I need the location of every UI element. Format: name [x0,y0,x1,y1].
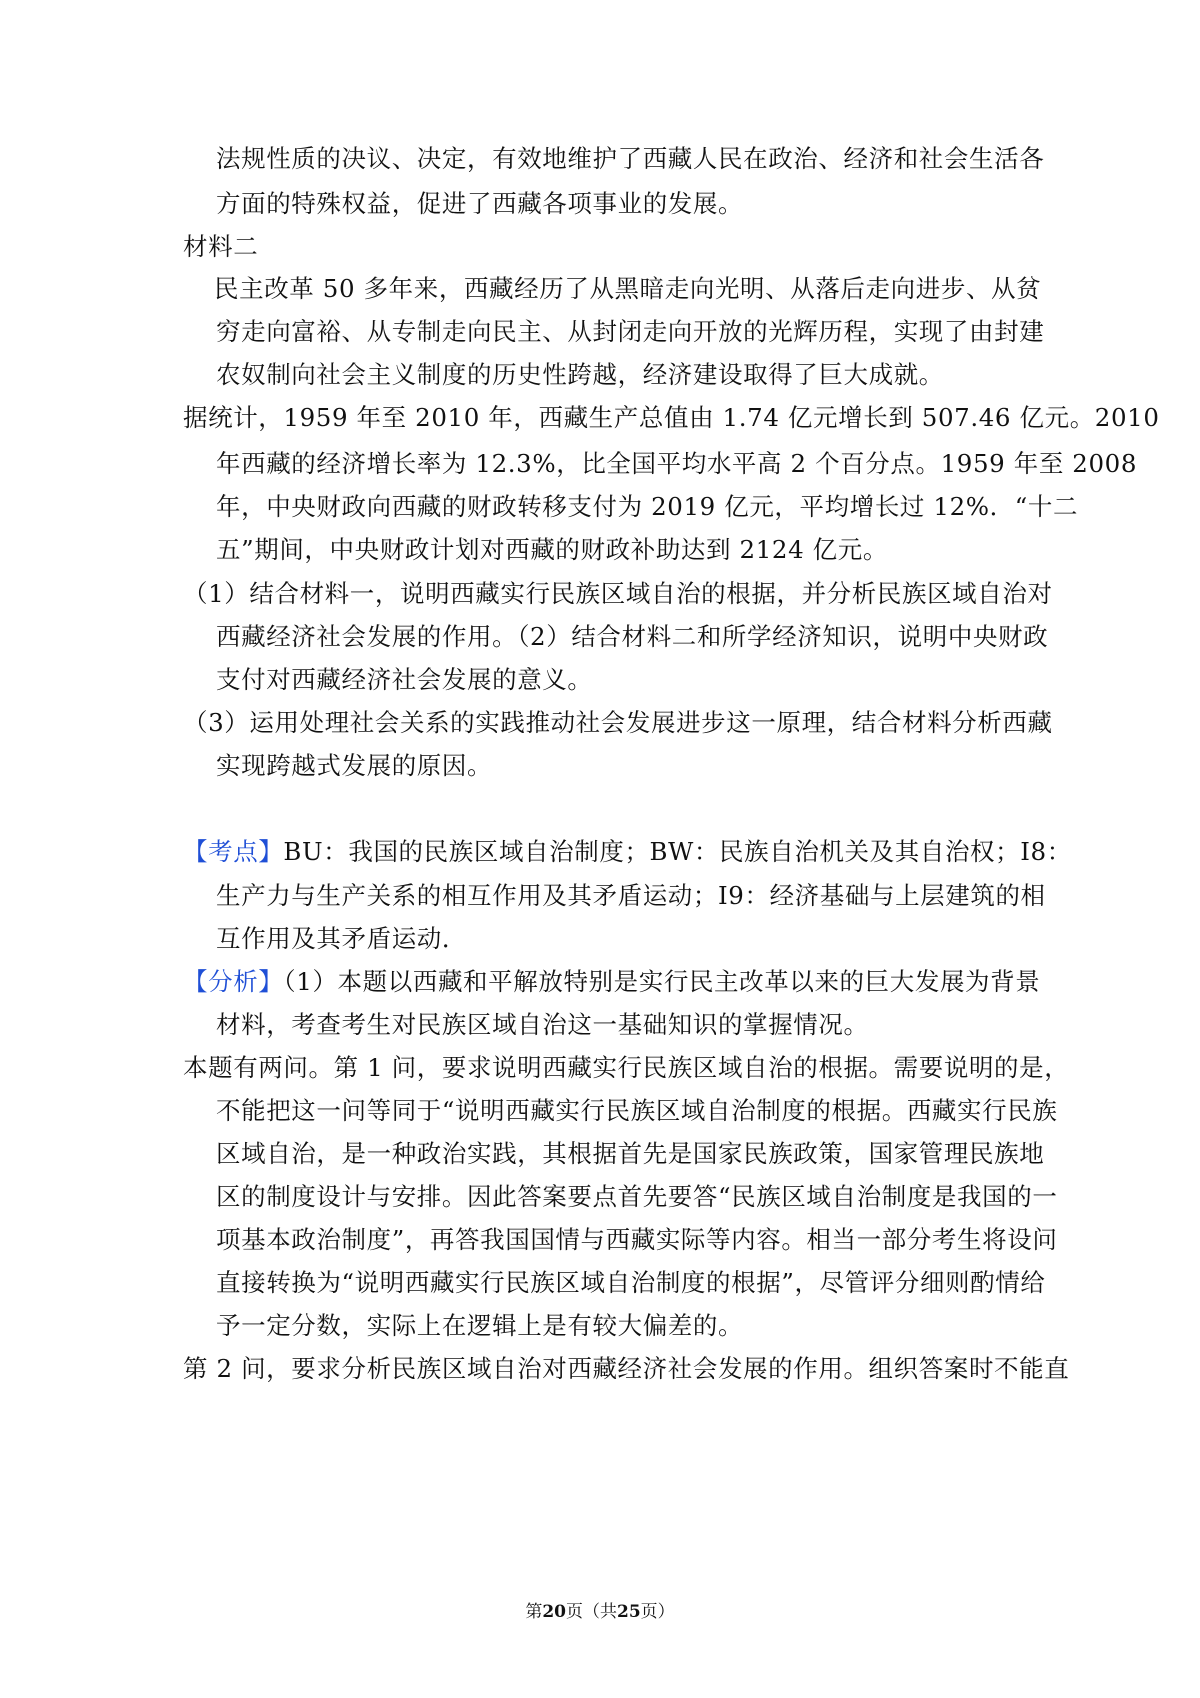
text-line: 项基本政治制度”，再答我国国情与西藏实际等内容。相当一部分考生将设问 [216,1225,1058,1254]
text-line: 生产力与生产关系的相互作用及其矛盾运动；I9：经济基础与上层建筑的相 [216,881,1046,910]
fenxi-label: 【分析】 [183,967,284,996]
footer-mid: 页（共 [566,1602,617,1622]
kaodian-label: 【考点】 [183,837,284,866]
text-line: 不能把这一问等同于“说明西藏实行民族区域自治制度的根据。西藏实行民族 [216,1096,1058,1125]
text-line: 互作用及其矛盾运动． [216,924,467,953]
text-line: 材料，考查考生对民族区域自治这一基础知识的掌握情况。 [216,1010,869,1039]
page-number: 20 [542,1602,566,1622]
kaodian-text: BU：我国的民族区域自治制度；BW：民族自治机关及其自治权；I8： [283,837,1072,866]
text-line: 予一定分数，实际上在逻辑上是有较大偏差的。 [216,1311,744,1340]
page-footer [0,1600,1200,1624]
question-line: （3）运用处理社会关系的实践推动社会发展进步这一原理，结合材料分析西藏 [183,708,1053,737]
footer-suffix: 页） [640,1602,675,1622]
text-line: 年，中央财政向西藏的财政转移支付为 2019 亿元，平均增长过 12%．“十二 [216,492,1079,521]
text-line: 方面的特殊权益，促进了西藏各项事业的发展。 [216,189,744,218]
text-line: 区域自治，是一种政治实践，其根据首先是国家民族政策，国家管理民族地 [216,1139,1045,1168]
text-line: 农奴制向社会主义制度的历史性跨越，经济建设取得了巨大成就。 [216,360,944,389]
text-line: 五”期间，中央财政计划对西藏的财政补助达到 2124 亿元。 [216,535,888,564]
text-line: 本题有两问。第 1 问，要求说明西藏实行民族区域自治的根据。需要说明的是， [183,1053,1070,1082]
total-pages: 25 [617,1602,641,1622]
text-line: 据统计，1959 年至 2010 年，西藏生产总值由 1.74 亿元增长到 507.46 亿元。2010 [183,403,1160,432]
fenxi-text: （1）本题以西藏和平解放特别是实行民主改革以来的巨大发展为背景 [283,967,1041,996]
text-line: 区的制度设计与安排。因此答案要点首先要答“民族区域自治制度是我国的一 [216,1182,1058,1211]
footer-prefix: 第 [525,1602,543,1622]
question-line: 支付对西藏经济社会发展的意义。 [216,665,593,694]
text-line: 直接转换为“说明西藏实行民族区域自治制度的根据”，尽管评分细则酌情给 [216,1268,1046,1297]
question-line: （1）结合材料一，说明西藏实行民族区域自治的根据，并分析民族区域自治对 [183,579,1053,608]
kaodian-line [183,835,1072,869]
text-line: 法规性质的决议、决定，有效地维护了西藏人民在政治、经济和社会生活各 [216,144,1045,173]
fenxi-line [183,965,1040,999]
section-heading: 材料二 [183,232,259,261]
question-line: 西藏经济社会发展的作用。（2）结合材料二和所学经济知识，说明中央财政 [216,622,1049,651]
text-line: 第 2 问，要求分析民族区域自治对西藏经济社会发展的作用。组织答案时不能直 [183,1354,1070,1383]
question-line: 实现跨越式发展的原因。 [216,751,493,780]
text-line: 年西藏的经济增长率为 12.3%，比全国平均水平高 2 个百分点。1959 年至 2008 [216,449,1138,478]
text-line: 民主改革 50 多年来，西藏经历了从黑暗走向光明、从落后走向进步、从贫 [214,274,1042,303]
text-line: 穷走向富裕、从专制走向民主、从封闭走向开放的光辉历程，实现了由封建 [216,317,1045,346]
